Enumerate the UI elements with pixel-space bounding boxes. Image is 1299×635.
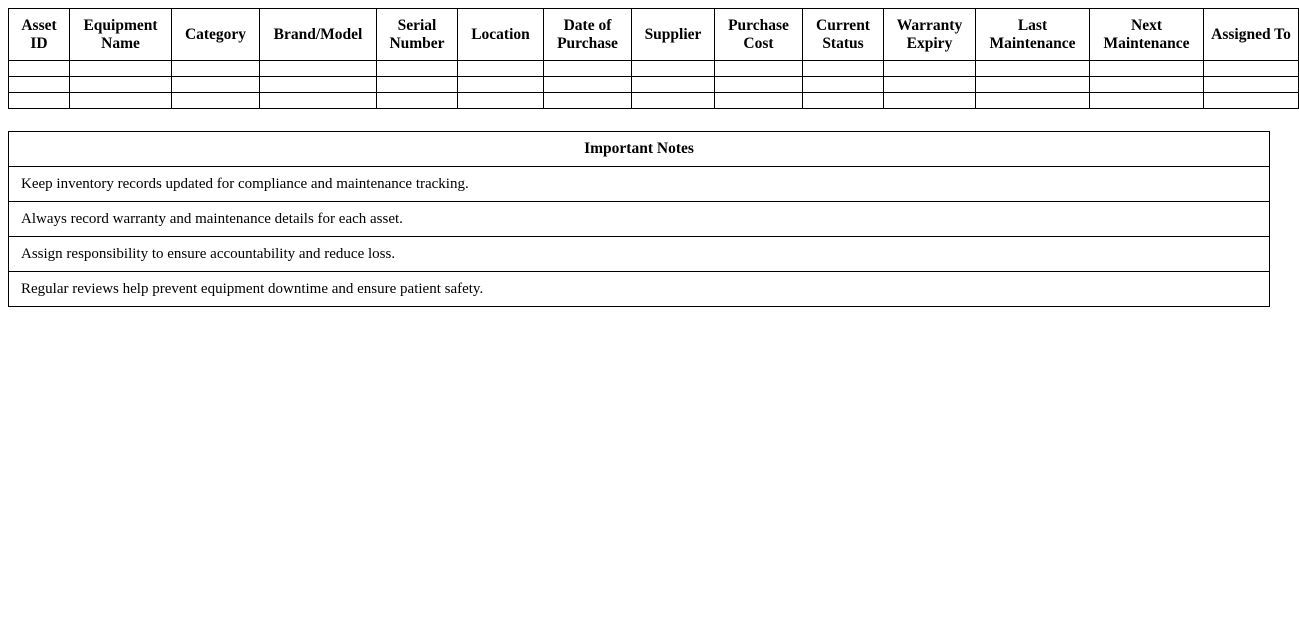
table-cell[interactable] xyxy=(715,77,803,93)
table-cell[interactable] xyxy=(884,61,976,77)
table-cell[interactable] xyxy=(803,77,884,93)
table-cell[interactable] xyxy=(884,77,976,93)
table-cell[interactable] xyxy=(1204,77,1299,93)
column-header-last-maintenance: Last Maintenance xyxy=(976,9,1090,61)
column-header-warranty-expiry: Warranty Expiry xyxy=(884,9,976,61)
column-header-brand-model: Brand/Model xyxy=(260,9,377,61)
column-header-supplier: Supplier xyxy=(632,9,715,61)
note-item-warranty: Always record warranty and maintenance details for each asset. xyxy=(9,202,1270,237)
table-row xyxy=(9,77,1299,93)
column-header-assigned-to: Assigned To xyxy=(1204,9,1299,61)
important-notes-table xyxy=(8,131,1270,307)
table-cell[interactable] xyxy=(260,93,377,109)
column-header-next-maintenance: Next Maintenance xyxy=(1090,9,1204,61)
table-row xyxy=(9,61,1299,77)
table-cell[interactable] xyxy=(976,93,1090,109)
table-cell[interactable] xyxy=(9,93,70,109)
table-cell[interactable] xyxy=(1204,93,1299,109)
note-item-responsibility: Assign responsibility to ensure accountability and reduce loss. xyxy=(9,237,1270,272)
column-header-asset-id: Asset ID xyxy=(9,9,70,61)
note-item-reviews: Regular reviews help prevent equipment downtime and ensure patient safety. xyxy=(9,272,1270,307)
note-row xyxy=(9,237,1270,272)
table-cell[interactable] xyxy=(632,61,715,77)
table-cell[interactable] xyxy=(632,93,715,109)
table-cell[interactable] xyxy=(260,77,377,93)
inventory-header-row xyxy=(9,9,1299,61)
note-row xyxy=(9,167,1270,202)
table-cell[interactable] xyxy=(544,77,632,93)
table-cell[interactable] xyxy=(458,61,544,77)
column-header-category: Category xyxy=(172,9,260,61)
inventory-table xyxy=(8,8,1299,109)
table-cell[interactable] xyxy=(632,77,715,93)
table-cell[interactable] xyxy=(1090,77,1204,93)
table-cell[interactable] xyxy=(544,93,632,109)
table-cell[interactable] xyxy=(172,61,260,77)
table-cell[interactable] xyxy=(976,61,1090,77)
column-header-date-of-purchase: Date of Purchase xyxy=(544,9,632,61)
table-cell[interactable] xyxy=(9,77,70,93)
notes-title: Important Notes xyxy=(9,132,1270,167)
table-cell[interactable] xyxy=(715,61,803,77)
table-cell[interactable] xyxy=(70,77,172,93)
table-cell[interactable] xyxy=(172,77,260,93)
note-item-records: Keep inventory records updated for compliance and maintenance tracking. xyxy=(9,167,1270,202)
table-cell[interactable] xyxy=(544,61,632,77)
column-header-equipment-name: Equipment Name xyxy=(70,9,172,61)
table-cell[interactable] xyxy=(172,93,260,109)
table-cell[interactable] xyxy=(458,77,544,93)
notes-header-row xyxy=(9,132,1270,167)
table-cell[interactable] xyxy=(1204,61,1299,77)
table-cell[interactable] xyxy=(70,93,172,109)
table-cell[interactable] xyxy=(803,61,884,77)
table-cell[interactable] xyxy=(458,93,544,109)
table-cell[interactable] xyxy=(803,93,884,109)
table-cell[interactable] xyxy=(260,61,377,77)
note-row xyxy=(9,272,1270,307)
inventory-body xyxy=(9,61,1299,109)
table-cell[interactable] xyxy=(884,93,976,109)
table-cell[interactable] xyxy=(715,93,803,109)
inventory-table-container xyxy=(8,8,1291,109)
table-cell[interactable] xyxy=(9,61,70,77)
column-header-current-status: Current Status xyxy=(803,9,884,61)
column-header-location: Location xyxy=(458,9,544,61)
table-cell[interactable] xyxy=(377,61,458,77)
table-cell[interactable] xyxy=(377,93,458,109)
table-cell[interactable] xyxy=(377,77,458,93)
note-row xyxy=(9,202,1270,237)
table-cell[interactable] xyxy=(1090,93,1204,109)
column-header-serial-number: Serial Number xyxy=(377,9,458,61)
table-cell[interactable] xyxy=(976,77,1090,93)
column-header-purchase-cost: Purchase Cost xyxy=(715,9,803,61)
table-cell[interactable] xyxy=(1090,61,1204,77)
table-row xyxy=(9,93,1299,109)
table-cell[interactable] xyxy=(70,61,172,77)
